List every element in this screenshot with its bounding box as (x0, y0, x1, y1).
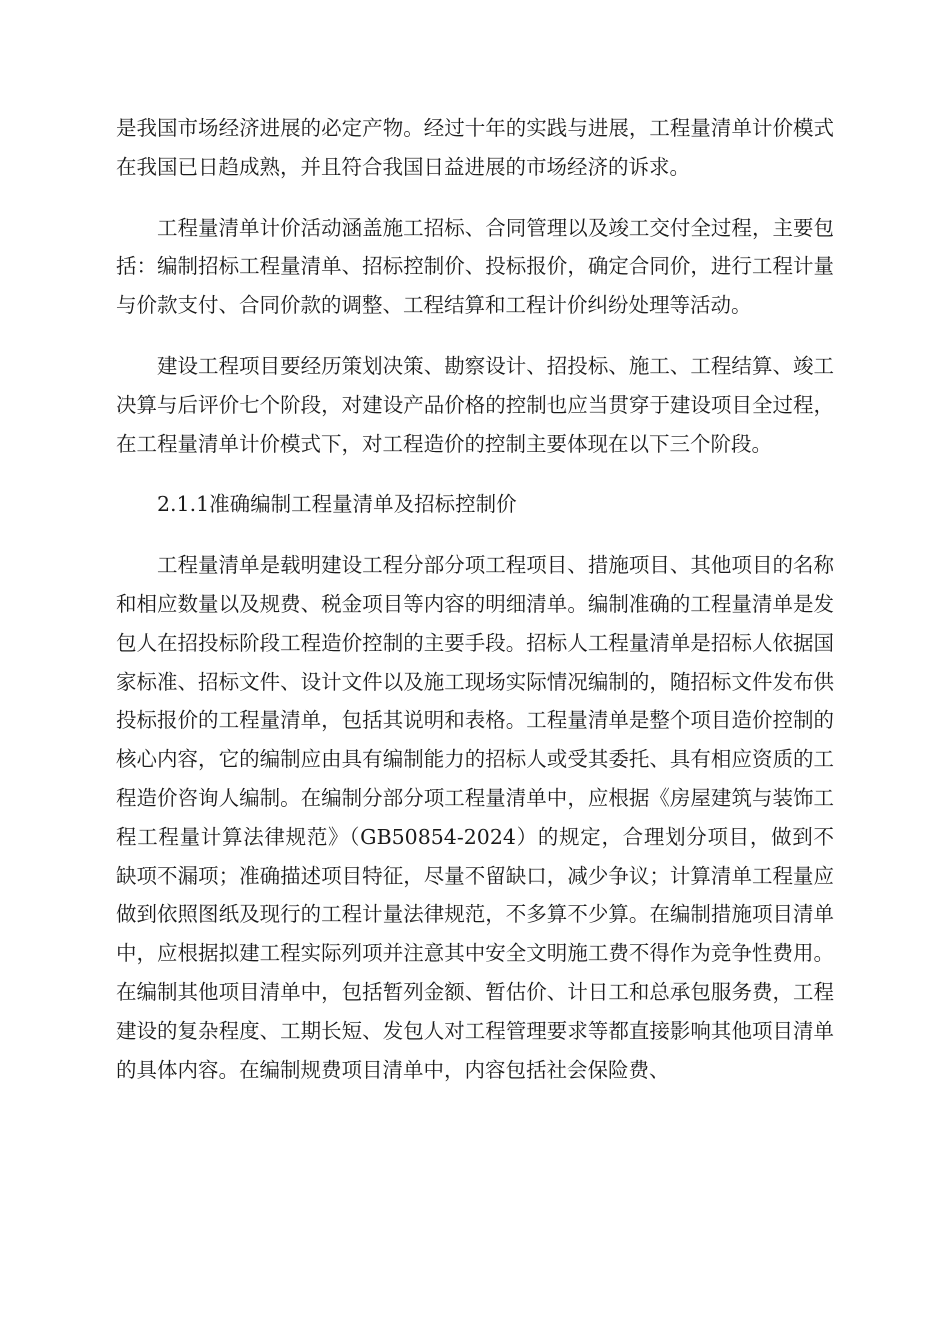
paragraph-continuation: 是我国市场经济进展的必定产物。经过十年的实践与进展，工程量清单计价模式在我国已日趋成熟，并且符合我国日益进展的市场经济的诉求。 (116, 116, 834, 179)
paragraph-project-stages: 建设工程项目要经历策划决策、勘察设计、招投标、施工、工程结算、竣工决算与后评价七个阶段，对建设产品价格的控制也应当贯穿于建设项目全过程，在工程量清单计价模式下，对工程造价的控制主要体现在以下三个阶段。 (116, 353, 834, 456)
document-page (116, 109, 834, 1111)
paragraph-bill-of-quantities: 工程量清单是载明建设工程分部分项工程项目、措施项目、其他项目的名称和相应数量以及规费、税金项目等内容的明细清单。编制准确的工程量清单是发包人在招投标阶段工程造价控制的主要手段。招标人工程量清单是招标人依据国家标准、招标文件、设计文件以及施工现场实际情况编制的，随招标文件发布供投标报价的工程量清单，包括其说明和表格。工程量清单是整个项目造价控制的核心内容，它的编制应由具有编制能力的招标人或受其委托、具有相应资质的工程造价咨询人编制。在编制分部分项工程量清单中，应根据《房屋建筑与装饰工程工程量计算法律规范》（GB50854-2024）的规定，合理划分项目，做到不缺项不漏项；准确描述项目特征，尽量不留缺口，减少争议；计算清单工程量应做到依照图纸及现行的工程计量法律规范，不多算不少算。在编制措施项目清单中，应根据拟建工程实际列项并注意其中安全文明施工费不得作为竞争性费用。在编制其他项目清单中，包括暂列金额、暂估价、计日工和总承包服务费，工程建设的复杂程度、工期长短、发包人对工程管理要求等都直接影响其他项目清单的具体内容。在编制规费项目清单中，内容包括社会保险费、 (116, 553, 834, 1082)
section-heading: 2.1.1准确编制工程量清单及招标控制价 (157, 492, 517, 517)
paragraph-pricing-activities: 工程量清单计价活动涵盖施工招标、合同管理以及竣工交付全过程，主要包括：编制招标工程量清单、招标控制价、投标报价，确定合同价，进行工程计量与价款支付、合同价款的调整、工程结算和工程计价纠纷处理等活动。 (116, 215, 834, 318)
